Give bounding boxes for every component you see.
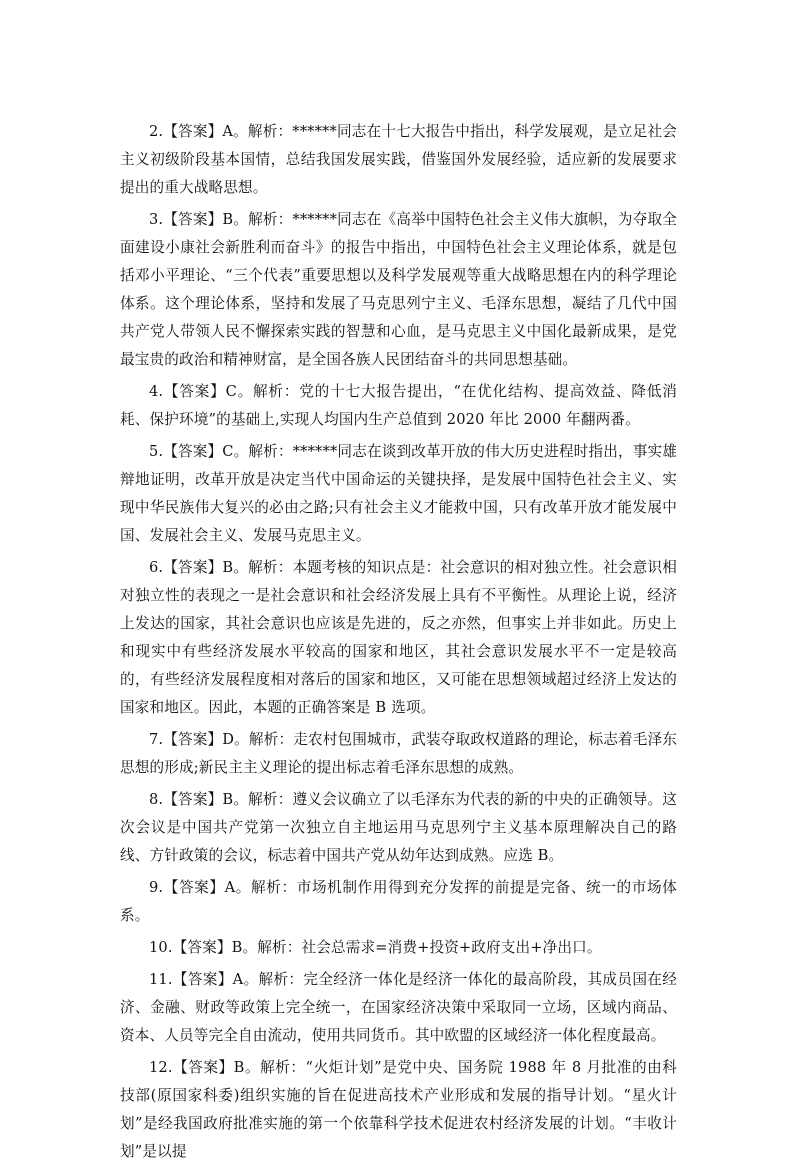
answer-item-8: 8.【答案】B。解析：遵义会议确立了以毛泽东为代表的新的中央的正确领导。这次会议是中国共产党第一次独立自主地运用马克思列宁主义基本原理解决自己的路线、方针政策的会议，标志着中国共产党从幼年达到成熟。应选 B。 [120,791,677,864]
answer-item-12: 12.【答案】B。解析：“火炬计划”是党中央、国务院 1988 年 8 月批准的由科技部(原国家科委)组织实施的旨在促进高技术产业形成和发展的指导计划。“星火计划”是经我国政府批准实施的第一个依靠科学技术促进农村经济发展的计划。“丰收计划”是以提 [120,1059,677,1160]
answer-item-2: 2.【答案】A。解析：******同志在十七大报告中指出，科学发展观，是立足社会主义初级阶段基本国情，总结我国发展实践，借鉴国外发展经验，适应新的发展要求提出的重大战略思想。 [120,123,677,196]
answer-item-7: 7.【答案】D。解析：走农村包围城市，武装夺取政权道路的理论，标志着毛泽东思想的形成;新民主主义理论的提出标志着毛泽东思想的成熟。 [120,731,677,776]
answer-item-6: 6.【答案】B。解析：本题考核的知识点是：社会意识的相对独立性。社会意识相对独立性的表现之一是社会意识和社会经济发展上具有不平衡性。从理论上说，经济上发达的国家，其社会意识也应该是先进的，反之亦然，但事实上并非如此。历史上和现实中有些经济发展水平较高的国家和地区，其社会意识发展水平不一定是较高的，有些经济发展程度相对落后的国家和地区，又可能在思想领域超过经济上发达的国家和地区。因此，本题的正确答案是 B 选项。 [120,559,677,716]
answer-explanations [120,118,677,1170]
answer-item-4: 4.【答案】C。解析：党的十七大报告提出，“在优化结构、提高效益、降低消耗、保护环境”的基础上,实现人均国内生产总值到 2020 年比 2000 年翻两番。 [120,383,677,428]
answer-item-9: 9.【答案】A。解析：市场机制作用得到充分发挥的前提是完备、统一的市场体系。 [120,879,677,924]
answer-item-10: 10.【答案】B。解析：社会总需求=消费+投资+政府支出+净出口。 [149,939,602,956]
answer-item-5: 5.【答案】C。解析：******同志在谈到改革开放的伟大历史进程时指出，事实雄辩地证明，改革开放是决定当代中国命运的关键抉择，是发展中国特色社会主义、实现中华民族伟大复兴的必由之路;只有社会主义才能救中国，只有改革开放才能发展中国、发展社会主义、发展马克思主义。 [120,443,677,544]
answer-item-3: 3.【答案】B。解析：******同志在《高举中国特色社会主义伟大旗帜，为夺取全面建设小康社会新胜利而奋斗》的报告中指出，中国特色社会主义理论体系，就是包括邓小平理论、“三个代表”重要思想以及科学发展观等重大战略思想在内的科学理论体系。这个理论体系，坚持和发展了马克思列宁主义、毛泽东思想，凝结了几代中国共产党人带领人民不懈探索实践的智慧和心血，是马克思主义中国化最新成果，是党最宝贵的政治和精神财富，是全国各族人民团结奋斗的共同思想基础。 [120,211,677,368]
answer-item-11: 11.【答案】A。解析：完全经济一体化是经济一体化的最高阶段，其成员国在经济、金融、财政等政策上完全统一，在国家经济决策中采取同一立场，区域内商品、资本、人员等完全自由流动，使用共同货币。其中欧盟的区域经济一体化程度最高。 [120,971,677,1044]
